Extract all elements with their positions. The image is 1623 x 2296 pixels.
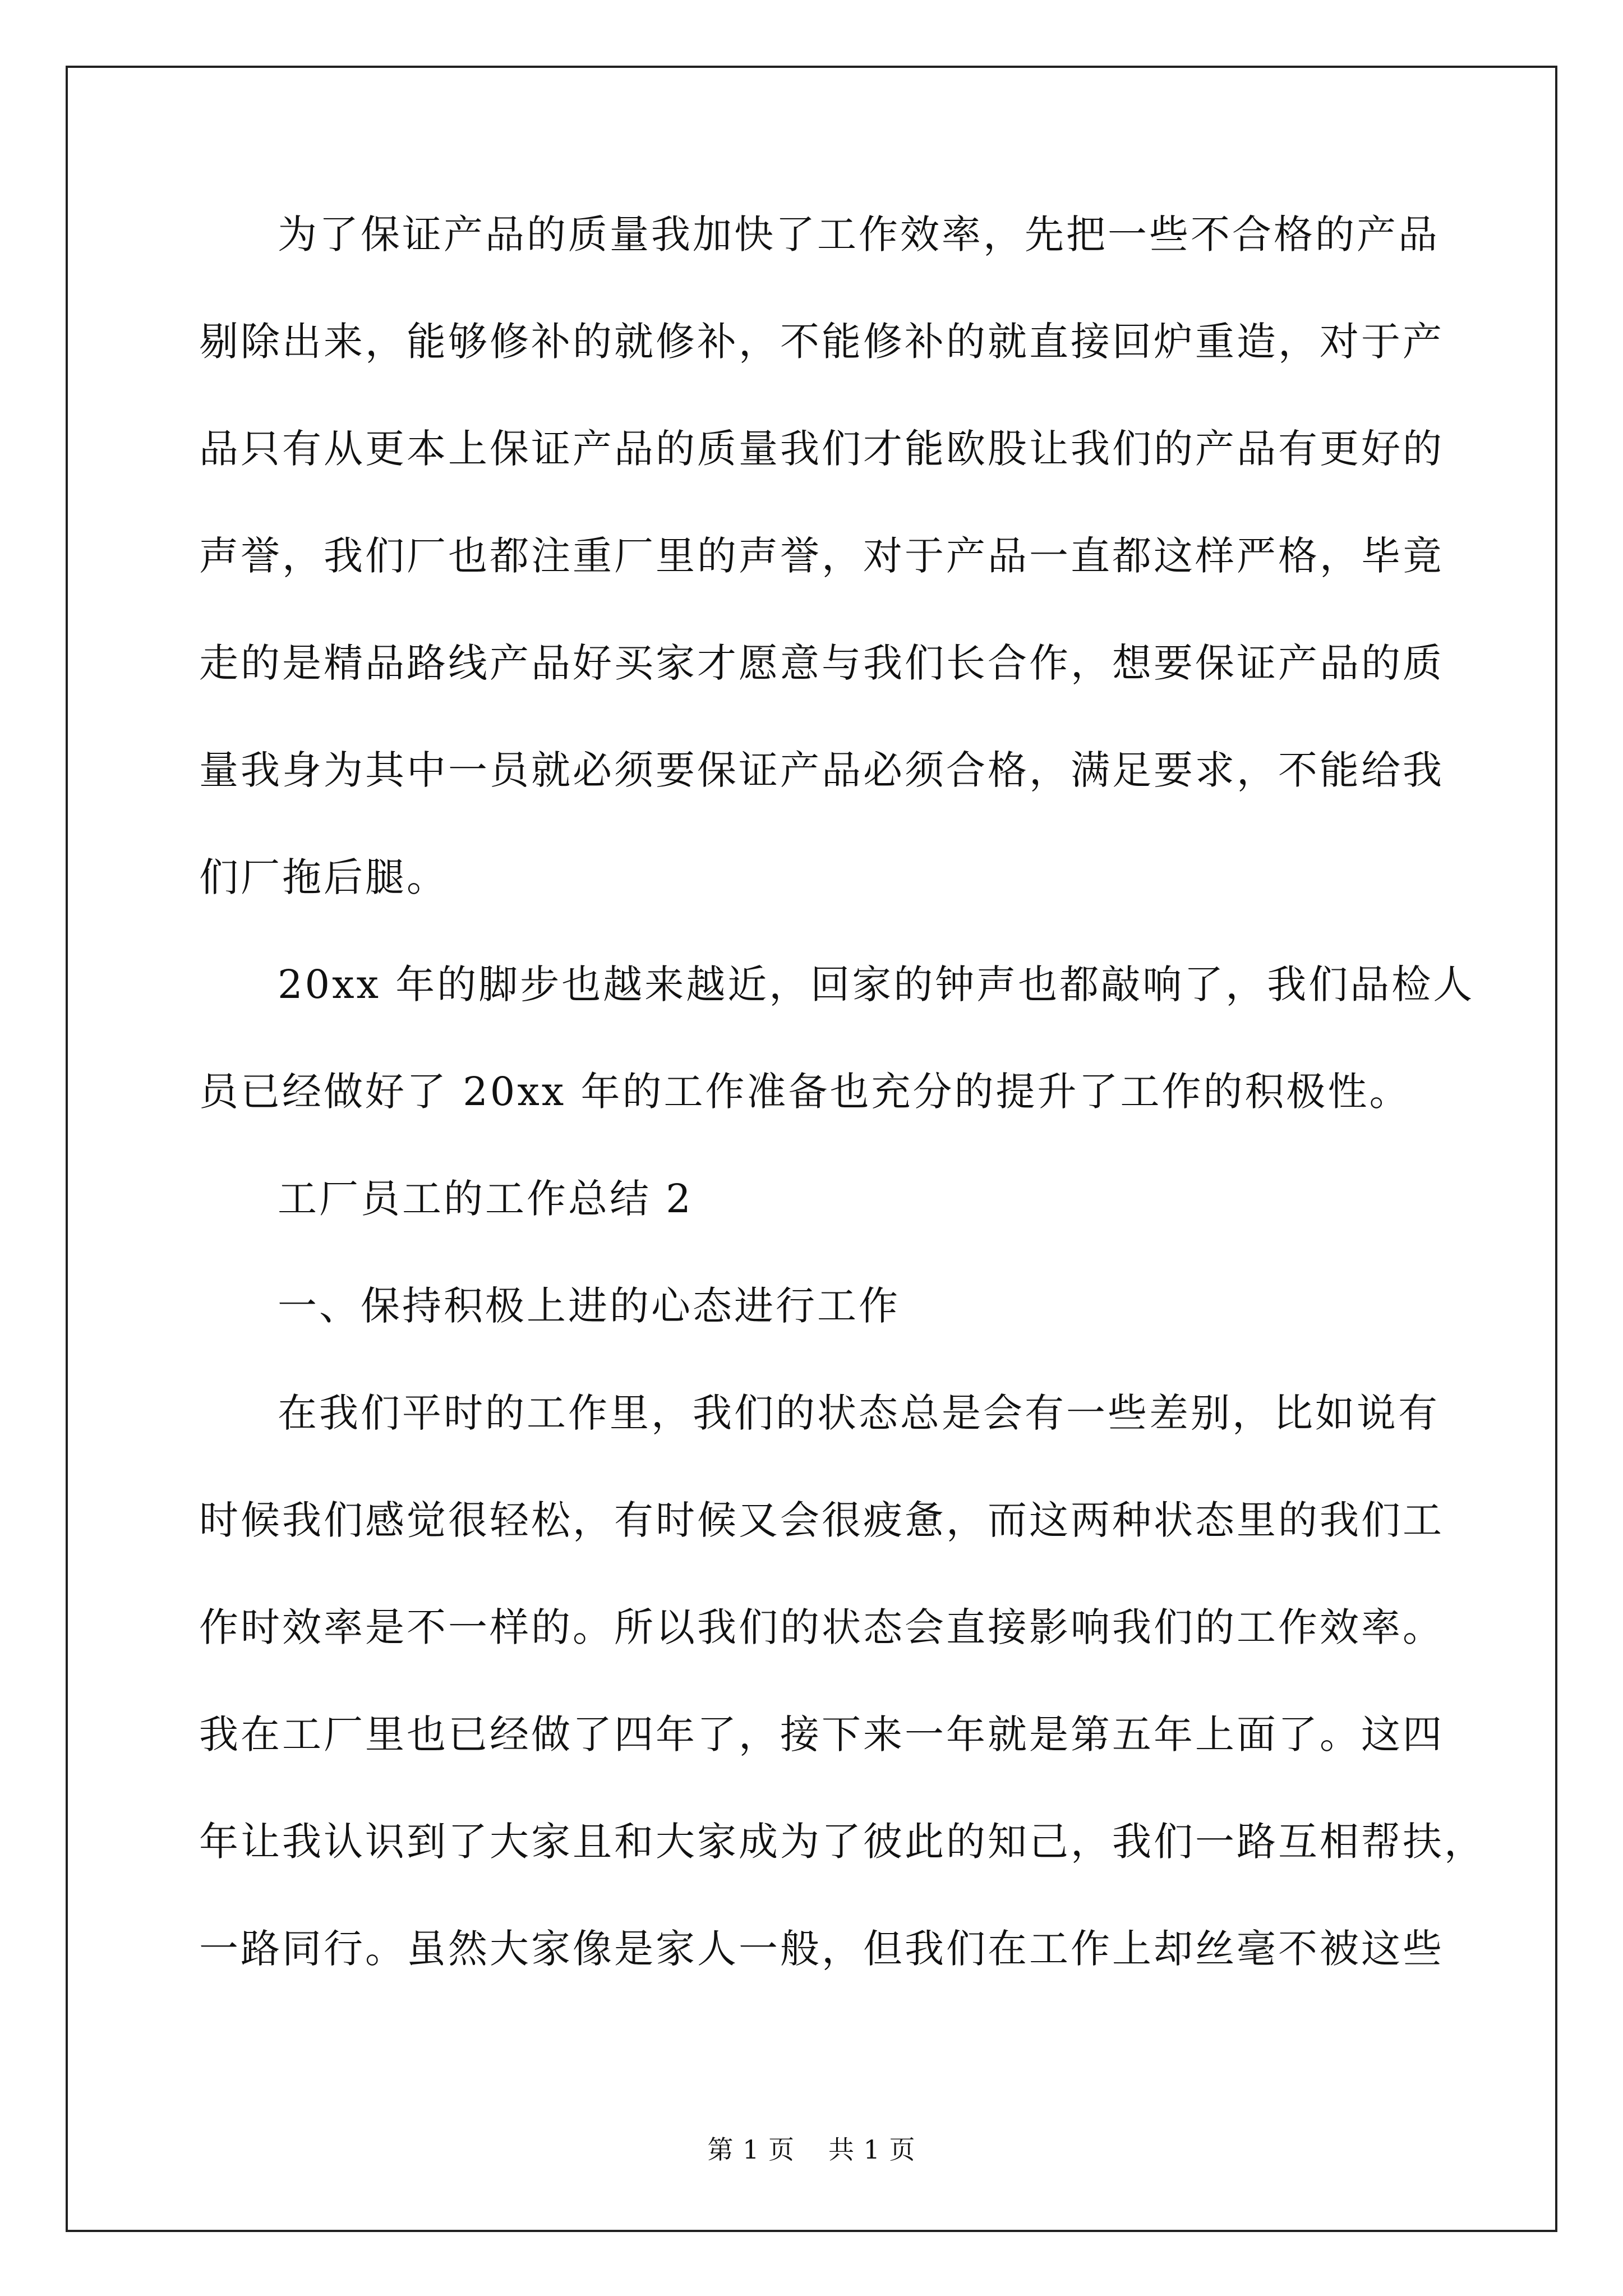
page-total: 共 1 页: [828, 2134, 916, 2165]
text-line: 年让我认识到了大家且和大家成为了彼此的知己，我们一路互相帮扶，: [199, 1819, 1486, 1865]
subsection-heading: 一、保持积极上进的心态进行工作: [278, 1283, 900, 1329]
text-line: 剔除出来，能够修补的就修补，不能修补的就直接回炉重造，对于产: [199, 319, 1444, 365]
page-footer: [0, 2133, 1623, 2166]
text-line: 20xx 年的脚步也越来越近，回家的钟声也都敲响了，我们品检人: [278, 961, 1475, 1007]
text-line: 作时效率是不一样的。所以我们的状态会直接影响我们的工作效率。: [199, 1604, 1444, 1650]
text-line: 在我们平时的工作里，我们的状态总是会有一些差别，比如说有: [278, 1390, 1440, 1436]
section-heading: 工厂员工的工作总结 2: [278, 1176, 693, 1222]
text-line: 员已经做好了 20xx 年的工作准备也充分的提升了工作的积极性。: [199, 1069, 1411, 1115]
text-line: 品只有从更本上保证产品的质量我们才能欧股让我们的产品有更好的: [199, 426, 1444, 472]
text-line: 时候我们感觉很轻松，有时候又会很疲惫，而这两种状态里的我们工: [199, 1497, 1444, 1543]
text-line: 我在工厂里也已经做了四年了，接下来一年就是第五年上面了。这四: [199, 1711, 1444, 1757]
page-border: [66, 66, 1557, 2232]
page-number: 第 1 页: [707, 2134, 795, 2165]
text-line: 为了保证产品的质量我加快了工作效率，先把一些不合格的产品: [278, 211, 1440, 257]
text-line: 走的是精品路线产品好买家才愿意与我们长合作，想要保证产品的质: [199, 640, 1444, 686]
text-line: 声誉，我们厂也都注重厂里的声誉，对于产品一直都这样严格，毕竟: [199, 533, 1444, 579]
text-line: 一路同行。虽然大家像是家人一般，但我们在工作上却丝毫不被这些: [199, 1926, 1444, 1972]
text-line: 量我身为其中一员就必须要保证产品必须合格，满足要求，不能给我: [199, 747, 1444, 793]
text-line: 们厂拖后腿。: [199, 854, 448, 900]
